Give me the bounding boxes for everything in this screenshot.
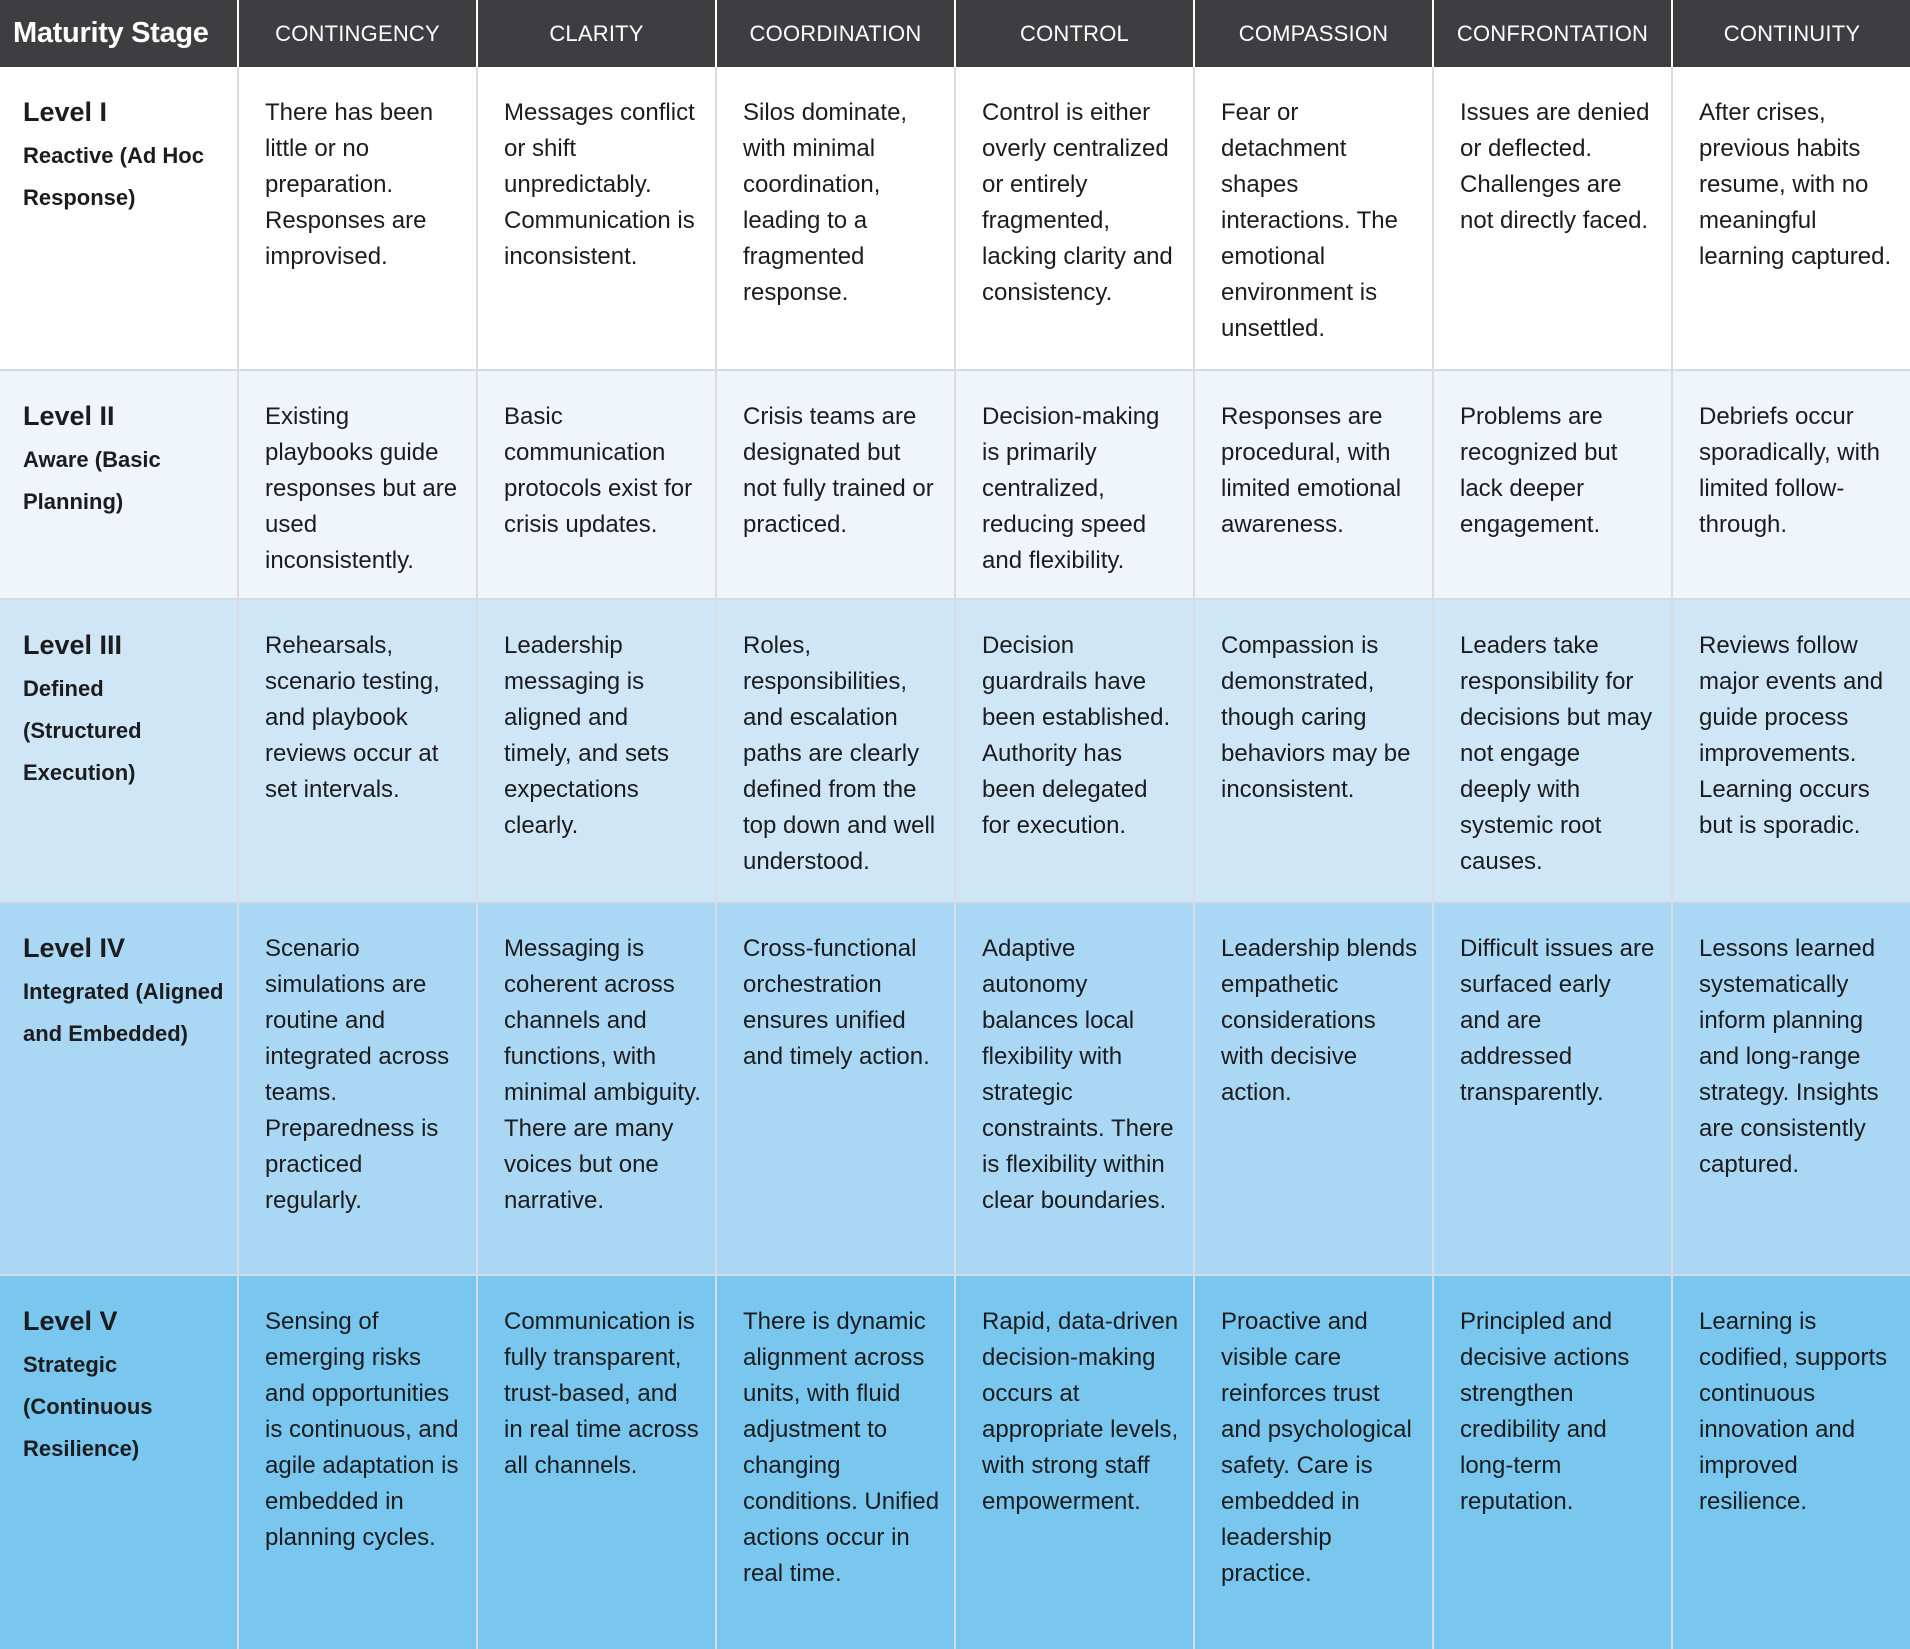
table-cell: Difficult issues are surfaced early and are addressed transparently. bbox=[1433, 902, 1672, 1275]
table-cell: Messaging is coherent across channels and functions, with minimal ambiguity. There are many voices but one narrative. bbox=[477, 902, 716, 1275]
table-cell: Roles, responsibilities, and escalation paths are clearly defined from the top down and well understood. bbox=[716, 599, 955, 902]
stage-cell bbox=[0, 902, 238, 1275]
level-subtitle: Defined (Structured Execution) bbox=[23, 676, 142, 785]
level-subtitle: Reactive (Ad Hoc Response) bbox=[23, 143, 204, 210]
column-header-clarity: CLARITY bbox=[477, 0, 716, 67]
header-row bbox=[0, 0, 1910, 67]
level-name: Level III bbox=[23, 630, 123, 660]
table-row-level-4 bbox=[0, 902, 1910, 1275]
table-cell: Rehearsals, scenario testing, and playbook reviews occur at set intervals. bbox=[238, 599, 477, 902]
table-cell: Crisis teams are designated but not fully trained or practiced. bbox=[716, 370, 955, 599]
level-name: Level IV bbox=[23, 933, 126, 963]
column-header-coordination: COORDINATION bbox=[716, 0, 955, 67]
table-cell: After crises, previous habits resume, with no meaningful learning captured. bbox=[1672, 67, 1910, 370]
table-cell: Principled and decisive actions strengthen credibility and long-term reputation. bbox=[1433, 1275, 1672, 1649]
table-row-level-1 bbox=[0, 67, 1910, 370]
level-name: Level I bbox=[23, 97, 108, 127]
table-cell: Leadership blends empathetic considerations with decisive action. bbox=[1194, 902, 1433, 1275]
table-cell: Rapid, data-driven decision-making occurs at appropriate levels, with strong staff empowerment. bbox=[955, 1275, 1194, 1649]
table-cell: Adaptive autonomy balances local flexibility with strategic constraints. There is flexibility within clear boundaries. bbox=[955, 902, 1194, 1275]
table-cell: Decision-making is primarily centralized, reducing speed and flexibility. bbox=[955, 370, 1194, 599]
table-cell: Messages conflict or shift unpredictably. Communication is inconsistent. bbox=[477, 67, 716, 370]
level-subtitle: Integrated (Aligned and Embedded) bbox=[23, 979, 224, 1046]
table-cell: Issues are denied or deflected. Challenges are not directly faced. bbox=[1433, 67, 1672, 370]
column-header-continuity: CONTINUITY bbox=[1672, 0, 1910, 67]
table-cell: Leaders take responsibility for decisions but may not engage deeply with systemic root causes. bbox=[1433, 599, 1672, 902]
level-name: Level II bbox=[23, 401, 115, 431]
table-cell: Leadership messaging is aligned and timely, and sets expectations clearly. bbox=[477, 599, 716, 902]
table-cell: Debriefs occur sporadically, with limited follow-through. bbox=[1672, 370, 1910, 599]
level-subtitle: Strategic (Continuous Resilience) bbox=[23, 1352, 153, 1461]
level-name: Level V bbox=[23, 1306, 118, 1336]
table-cell: Proactive and visible care reinforces trust and psychological safety. Care is embedded in leadership practice. bbox=[1194, 1275, 1433, 1649]
table-cell: Control is either overly centralized or entirely fragmented, lacking clarity and consistency. bbox=[955, 67, 1194, 370]
table-cell: Lessons learned systematically inform planning and long-range strategy. Insights are consistently captured. bbox=[1672, 902, 1910, 1275]
table-cell: There has been little or no preparation. Responses are improvised. bbox=[238, 67, 477, 370]
stage-cell bbox=[0, 370, 238, 599]
table-row-level-3 bbox=[0, 599, 1910, 902]
table-cell: There is dynamic alignment across units, with fluid adjustment to changing conditions. Unified actions occur in real time. bbox=[716, 1275, 955, 1649]
table-row-level-2 bbox=[0, 370, 1910, 599]
table-cell: Fear or detachment shapes interactions. The emotional environment is unsettled. bbox=[1194, 67, 1433, 370]
column-header-confrontation: CONFRONTATION bbox=[1433, 0, 1672, 67]
table-cell: Cross-functional orchestration ensures unified and timely action. bbox=[716, 902, 955, 1275]
stage-cell bbox=[0, 1275, 238, 1649]
table-row-level-5 bbox=[0, 1275, 1910, 1649]
table-cell: Problems are recognized but lack deeper engagement. bbox=[1433, 370, 1672, 599]
column-header-control: CONTROL bbox=[955, 0, 1194, 67]
column-header-contingency: CONTINGENCY bbox=[238, 0, 477, 67]
table-cell: Responses are procedural, with limited emotional awareness. bbox=[1194, 370, 1433, 599]
table-cell: Reviews follow major events and guide process improvements. Learning occurs but is sporadic. bbox=[1672, 599, 1910, 902]
table-cell: Scenario simulations are routine and integrated across teams. Preparedness is practiced regularly. bbox=[238, 902, 477, 1275]
table-cell: Existing playbooks guide responses but are used inconsistently. bbox=[238, 370, 477, 599]
table-cell: Learning is codified, supports continuous innovation and improved resilience. bbox=[1672, 1275, 1910, 1649]
table-cell: Decision guardrails have been established. Authority has been delegated for execution. bbox=[955, 599, 1194, 902]
stage-cell bbox=[0, 599, 238, 902]
table-cell: Sensing of emerging risks and opportunities is continuous, and agile adaptation is embedded in planning cycles. bbox=[238, 1275, 477, 1649]
column-header-compassion: COMPASSION bbox=[1194, 0, 1433, 67]
table-cell: Communication is fully transparent, trust-based, and in real time across all channels. bbox=[477, 1275, 716, 1649]
table-cell: Compassion is demonstrated, though caring behaviors may be inconsistent. bbox=[1194, 599, 1433, 902]
maturity-stage-header: Maturity Stage bbox=[0, 0, 238, 67]
level-subtitle: Aware (Basic Planning) bbox=[23, 447, 161, 514]
table-cell: Basic communication protocols exist for crisis updates. bbox=[477, 370, 716, 599]
stage-cell bbox=[0, 67, 238, 370]
table-cell: Silos dominate, with minimal coordination, leading to a fragmented response. bbox=[716, 67, 955, 370]
